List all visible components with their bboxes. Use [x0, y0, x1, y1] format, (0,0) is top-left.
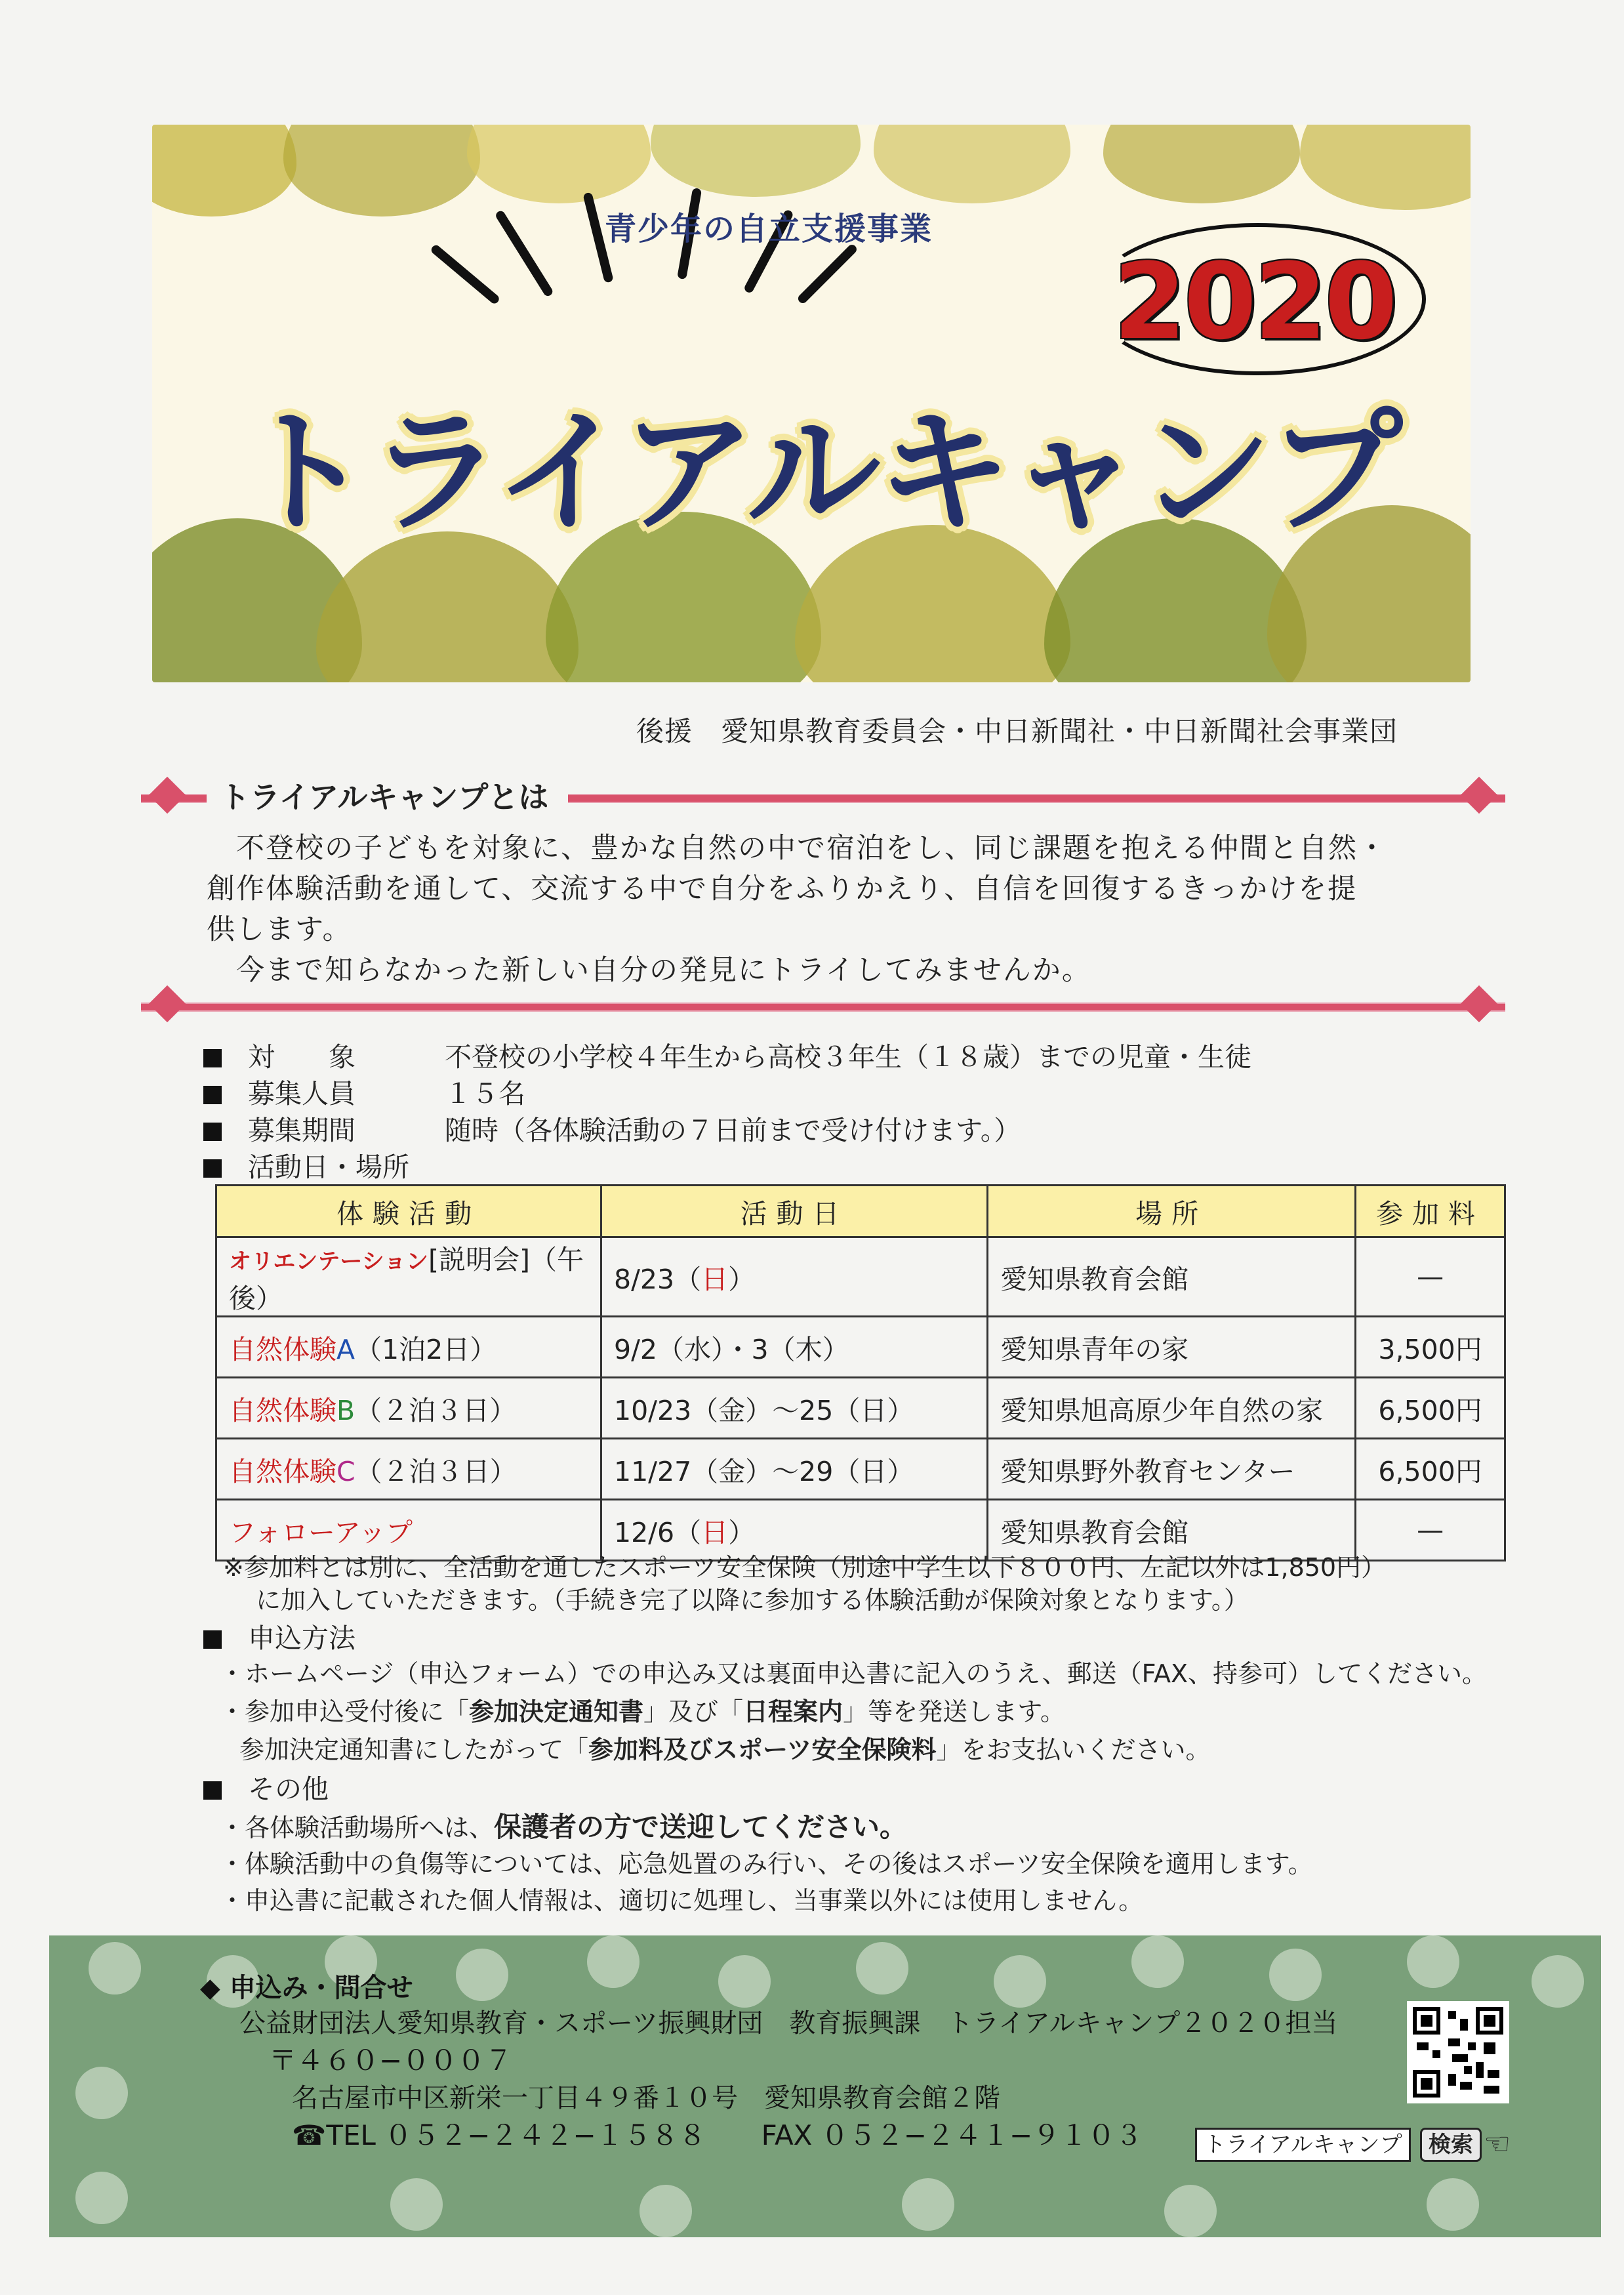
info-schedule: 活動日・場所 [203, 1146, 409, 1184]
contact-org: 公益財団法人愛知県教育・スポーツ振興財団 教育振興課 トライアルキャンプ２０２０担当 [239, 2008, 1338, 2038]
table-row: 自然体験C（２泊３日） 11/27（金）～29（日） 愛知県野外教育センター 6,500円 [216, 1439, 1505, 1500]
insurance-note: ※参加料とは別に、全活動を通したスポーツ安全保険（別途中学生以下８００円、左記以外は1,850円） [223, 1553, 1387, 1582]
other-bullet: ・各体験活動場所へは、保護者の方で送迎してください。 [220, 1811, 908, 1843]
apply-bullet: ・ホームページ（申込フォーム）での申込み又は裏面申込書に記入のうえ、郵送（FAX、持参可）してください。 [220, 1659, 1488, 1688]
about-heading [141, 774, 1505, 820]
info-capacity: 募集人員 １５名 [203, 1072, 525, 1111]
about-line: 今まで知らなかった新しい自分の発見にトライしてみませんか。 [207, 954, 1091, 987]
qr-code[interactable] [1407, 2001, 1509, 2103]
table-row: 自然体験A（1泊2日） 9/2（水）・3（木） 愛知県青年の家 3,500円 [216, 1317, 1505, 1378]
info-target: 対 象 不登校の小学校４年生から高校３年生（１８歳）までの児童・生徒 [203, 1035, 1251, 1074]
table-header-row [216, 1186, 1505, 1237]
section-divider [141, 983, 1505, 1029]
table-row: 自然体験B（２泊３日） 10/23（金）～25（日） 愛知県旭高原少年自然の家 6,500円 [216, 1378, 1505, 1439]
contact-address: 名古屋市中区新栄一丁目４９番１０号 愛知県教育会館２階 [292, 2083, 1000, 2113]
support-line: 後援 愛知県教育委員会・中日新聞社・中日新聞社会事業団 [636, 715, 1398, 747]
pointing-hand-icon: ☜ [1484, 2126, 1511, 2161]
qr-code-icon [1409, 2003, 1507, 2101]
banner-year: 2020 [1113, 240, 1395, 363]
table-row: フォローアップ 12/6（日） 愛知県教育会館 — [216, 1500, 1505, 1561]
other-bullet: ・申込書に記載された個人情報は、適切に処理し、当事業以外には使用しません。 [220, 1886, 1144, 1915]
search-term-box[interactable]: トライアルキャンプ [1195, 2128, 1411, 2162]
table-row: オリエンテーション[説明会]（午後） 8/23（日） 愛知県教育会館 — [216, 1237, 1505, 1317]
col-place: 場所 [988, 1186, 1356, 1237]
other-bullet: ・体験活動中の負傷等については、応急処置のみ行い、その後はスポーツ安全保険を適用します。 [220, 1850, 1313, 1878]
search-button[interactable]: 検索 [1420, 2128, 1482, 2162]
banner-subtitle: 青少年の自立支援事業 [605, 211, 933, 247]
col-date: 活動日 [601, 1186, 988, 1237]
title-banner [152, 125, 1471, 682]
about-text [207, 828, 1486, 991]
col-fee: 参加料 [1356, 1186, 1505, 1237]
contact-tel: ☎TEL ０５２−２４２−１５８８ FAX ０５２−２４１−９１０３ [292, 2119, 1143, 2151]
about-line: 供します。 [207, 913, 352, 946]
contact-heading: ◆ 申込み・問合せ [200, 1973, 413, 2003]
apply-heading: 申込方法 [203, 1617, 355, 1655]
info-period: 募集期間 随時（各体験活動の７日前まで受け付けます。） [203, 1109, 1021, 1148]
col-activity: 体験活動 [216, 1186, 601, 1237]
about-heading-label: トライアルキャンプとは [207, 774, 568, 820]
about-line: 創作体験活動を通して、交流する中で自分をふりかえり、自信を回復するきっかけを提 [207, 873, 1358, 905]
other-heading: その他 [203, 1768, 329, 1806]
apply-bullet: ・参加申込受付後に「参加決定通知書」及び「日程案内」等を発送します。 [220, 1697, 1066, 1726]
apply-bullet: 参加決定通知書にしたがって「参加料及びスポーツ安全保険料」をお支払いください。 [239, 1735, 1211, 1764]
insurance-note-2: に加入していただきます。（手続き完了以降に参加する体験活動が保険対象となります。） [256, 1586, 1249, 1615]
schedule-table [215, 1184, 1506, 1561]
banner-title: トライアルキャンプ [237, 395, 1399, 551]
about-line: 不登校の子どもを対象に、豊かな自然の中で宿泊をし、同じ課題を抱える仲間と自然・ [207, 832, 1387, 865]
contact-zip: 〒４６０−０００７ [269, 2044, 513, 2077]
